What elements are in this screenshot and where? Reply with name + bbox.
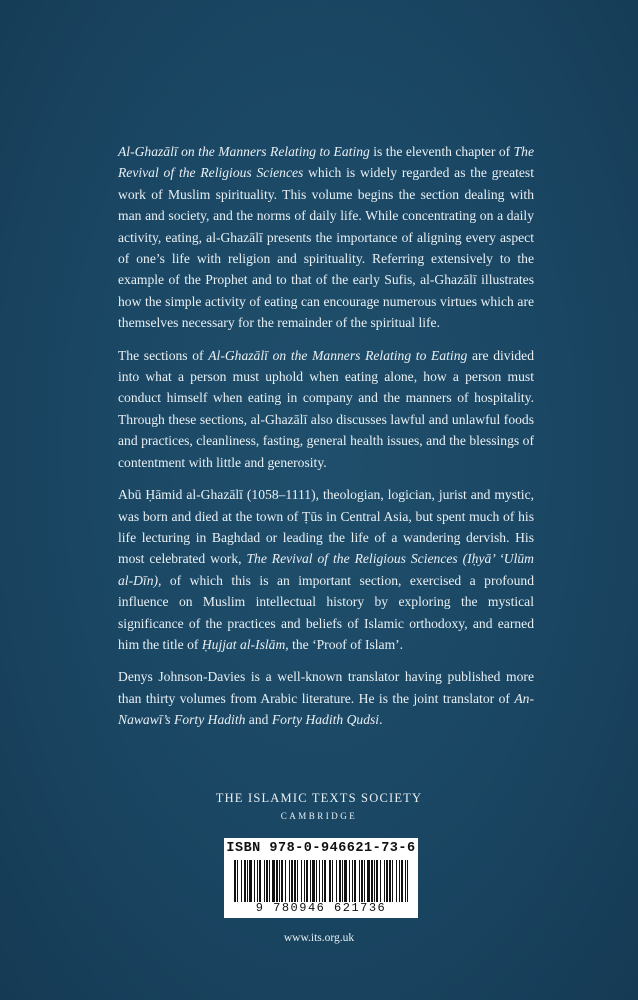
honorific-title-italic: Ḥujjat al-Islām,: [201, 636, 289, 652]
barcode-bar: [276, 860, 278, 902]
barcode-bar: [349, 860, 350, 902]
barcode-bar: [354, 860, 356, 902]
barcode-bar: [376, 860, 378, 902]
barcode-bar: [339, 860, 341, 902]
barcode-bar: [249, 860, 252, 902]
barcode-bar: [312, 860, 315, 902]
barcode-bar: [336, 860, 337, 902]
barcode-bar: [264, 860, 265, 902]
publisher-city: CAMBRIDGE: [280, 811, 358, 821]
blurb-text: [118, 141, 534, 742]
blurb-text-span: which is widely regarded as the greatest work of Muslim spirituality. This volume begins the section dealing with man and society, and the norms of daily life. While concentrating on a daily activity, eating, al-Ghazālī presents the importance of aligning every aspect of one’s life with religion and spirituality. Referring extensively to the example of the Prophet and to that of the early Sufis, al-Ghazālī illustrates how the simple activity of eating can encourage numerous virtues which are themselves necessary for the remainder of the spiritual life.: [118, 165, 534, 331]
blurb-text-span: Abū Ḥāmid al-Ghazālī (1058–1111), theologian, logician, jurist and mystic, was born and died at the town of Ṭūs in Central Asia, but spent much of his life lecturing in Baghdad or leading the life of a wandering dervish. His most celebrated work,: [118, 487, 534, 567]
translator-bio-paragraph: [118, 666, 534, 730]
blurb-text-span: and: [245, 712, 272, 728]
blurb-paragraph-2: [118, 345, 534, 473]
barcode-bar: [247, 860, 248, 902]
barcode-bar: [396, 860, 397, 902]
blurb-text-span: is the eleventh chapter of: [369, 144, 514, 159]
barcode-bar: [269, 860, 270, 902]
barcode-bar: [401, 860, 403, 902]
barcode-bar: [272, 860, 275, 902]
barcode-bar: [405, 860, 406, 902]
blurb-text-span: .: [379, 712, 383, 728]
blurb-text-span: The sections of: [118, 347, 209, 363]
barcode-bar: [322, 860, 323, 902]
barcode-bar: [332, 860, 333, 902]
barcode-bar: [301, 860, 302, 902]
barcode-bar: [407, 860, 408, 902]
barcode-bar: [259, 860, 261, 902]
barcode-bar: [241, 860, 242, 902]
barcode-bar: [386, 860, 388, 902]
barcode-bar: [291, 860, 293, 902]
barcode-bar: [361, 860, 363, 902]
barcode-digits: 9 780946 621736: [255, 901, 387, 915]
blurb-text-span: Denys Johnson-Davies is a well-known translator having published more than thirty volumes from Arabic literature. He is the joint translator of: [118, 669, 534, 706]
isbn-barcode: [224, 838, 418, 918]
barcode-bar: [257, 860, 258, 902]
barcode-bar: [371, 860, 373, 902]
barcode-bar: [342, 860, 343, 902]
related-title-italic: Forty Hadith Qudsi: [271, 712, 380, 728]
barcode-bar: [389, 860, 391, 902]
barcode-bar: [279, 860, 280, 902]
barcode-bar: [344, 860, 347, 902]
barcode-bar: [367, 860, 370, 902]
book-title-italic: Al-Ghazālī on the Manners Relating to Eating: [208, 347, 468, 363]
barcode-bar: [237, 860, 238, 902]
series-title-italic: The Revival of the Religious Sciences (Iḥyā’ ‘Ulūm al-Dīn),: [118, 551, 535, 588]
barcode-bar: [319, 860, 320, 902]
barcode-bar: [324, 860, 326, 902]
barcode-bar: [310, 860, 311, 902]
barcode-bar: [304, 860, 305, 902]
barcode-bar: [285, 860, 286, 902]
barcode-bar: [364, 860, 365, 902]
barcode-bar: [234, 860, 236, 902]
blurb-paragraph-1: [118, 141, 534, 334]
book-title-italic: Al-Ghazālī on the Manners Relating to Eating: [118, 144, 370, 159]
barcode-bar: [399, 860, 400, 902]
barcode-bar: [384, 860, 385, 902]
barcode-bar: [294, 860, 296, 902]
barcode-bar: [316, 860, 317, 902]
blurb-text-span: are divided into what a person must uphold when eating alone, how a person must conduct himself when eating in company and the manners of hospitality. Through these sections, al-Ghazālī also discusses lawful and unlawful foods and practices, cleanliness, fasting, general health issues, and the blessings of contentment with little and generosity.: [118, 347, 534, 470]
barcode-bar: [374, 860, 375, 902]
barcode-bar: [297, 860, 298, 902]
barcode-bar: [380, 860, 381, 902]
website-url: www.its.org.uk: [283, 932, 355, 944]
barcode-bar: [306, 860, 308, 902]
barcode-bar: [359, 860, 360, 902]
barcode-bar: [352, 860, 353, 902]
barcode-bar: [244, 860, 246, 902]
blurb-text-span: the ‘Proof of Islam’.: [288, 636, 404, 652]
barcode-bar: [392, 860, 393, 902]
author-bio-paragraph: [118, 484, 534, 655]
barcode-bar: [281, 860, 283, 902]
barcode-bar: [266, 860, 268, 902]
barcode-bar: [289, 860, 290, 902]
blurb-text-span: of which this is an important section, exercised a profound influence on Muslim intellectual history by exploring the mystical significance of the practices and beliefs of Islamic orthodoxy, and earned him the title of: [118, 572, 534, 652]
publisher-name: THE ISLAMIC TEXTS SOCIETY: [215, 791, 423, 805]
isbn-label: ISBN 978-0-946621-73-6: [226, 841, 416, 856]
barcode-bar: [254, 860, 255, 902]
barcode-bar: [329, 860, 331, 902]
related-title-italic: An-Nawawī’s Forty Hadith: [118, 690, 534, 728]
series-title-italic: The Revival of the Religious Sciences: [118, 144, 534, 181]
barcode-bars: [234, 860, 408, 902]
